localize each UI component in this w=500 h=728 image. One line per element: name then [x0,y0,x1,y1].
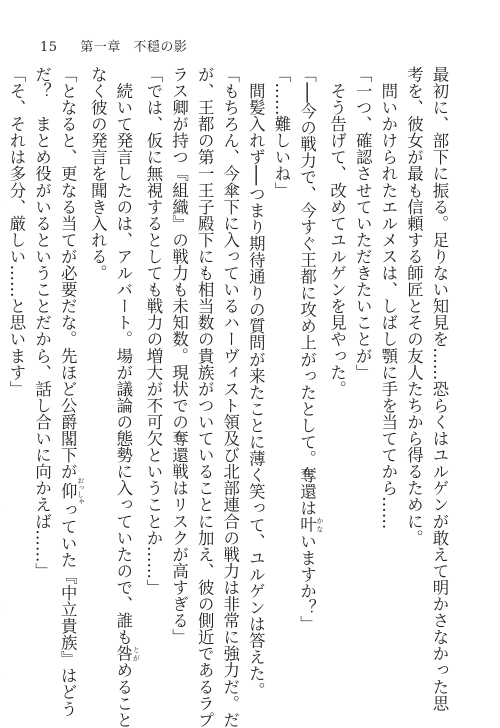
furigana: 仰 おっしゃ [58,476,85,505]
text-line: 続いて発言したのは、アルバート。場が議論の態勢に入っていたので、誰も咎 とがめること [113,66,141,728]
text-line: 「となると、更なる当てが必要だな。先ほど公爵閣下が仰 おっしゃっていた『中立貴族』はどう [58,66,85,717]
text-line: 問いかけられたエルメスは、しばし顎に手を当ててから…… [378,66,398,530]
text-line: ラス卿が持つ『組織』の戦力も未知数。現状での奪還戦はリスクが高すぎる」 [169,66,189,646]
text-line: 最初に、部下に振る。足りない知見を……恐らくはユルゲンが敢えて明かさなかった思 [430,66,449,712]
text-line: 「──今の戦力で、今すぐ王都に攻め上がったとして。奪還は叶 かないますか？」 [297,66,325,633]
body-text [0,66,452,728]
text-line: 「……難しいね」 [271,66,291,199]
text-line: なく彼の発言を聞き入れる。 [88,66,108,282]
text-line: そう告げて、改めてユルゲンを見やった。 [327,66,347,397]
text-line: 「もちろん、今傘下に入っているハーヴィスト領及び北部連合の戦力は非常に強力だ。だ [220,66,240,728]
text-line: 「では、仮に無視するとしても戦力の増大が不可欠ということか……」 [143,66,163,596]
text-line: 「そ、それは多分、厳しい……と思います」 [7,66,26,397]
furigana: 咎 とが [113,645,141,662]
text-line [0,66,3,668]
text-line: が、王都の第一王子殿下にも相当数の貴族がついていることに加え、彼の側近であるラプ [195,66,215,728]
text-line: だ？ まとめ役がいるということだから、話し合いに向かえば……」 [32,66,52,580]
text-line: 間髪入れず──つまり期待通りの質問が来たことに薄く笑って、ユルゲンは答えた。 [246,66,266,699]
chapter-title: 不穏の影 [133,40,188,55]
furigana: 叶 かな [297,516,325,533]
text-line: 考を、彼女が最も信頼する師匠とその友人たちから得るために。 [404,66,424,546]
page-number: 15 [40,40,58,55]
running-header [40,36,187,55]
text-line: 「一つ、確認させていただきたいことが」 [353,66,373,381]
chapter-label: 第一章 [80,40,121,55]
